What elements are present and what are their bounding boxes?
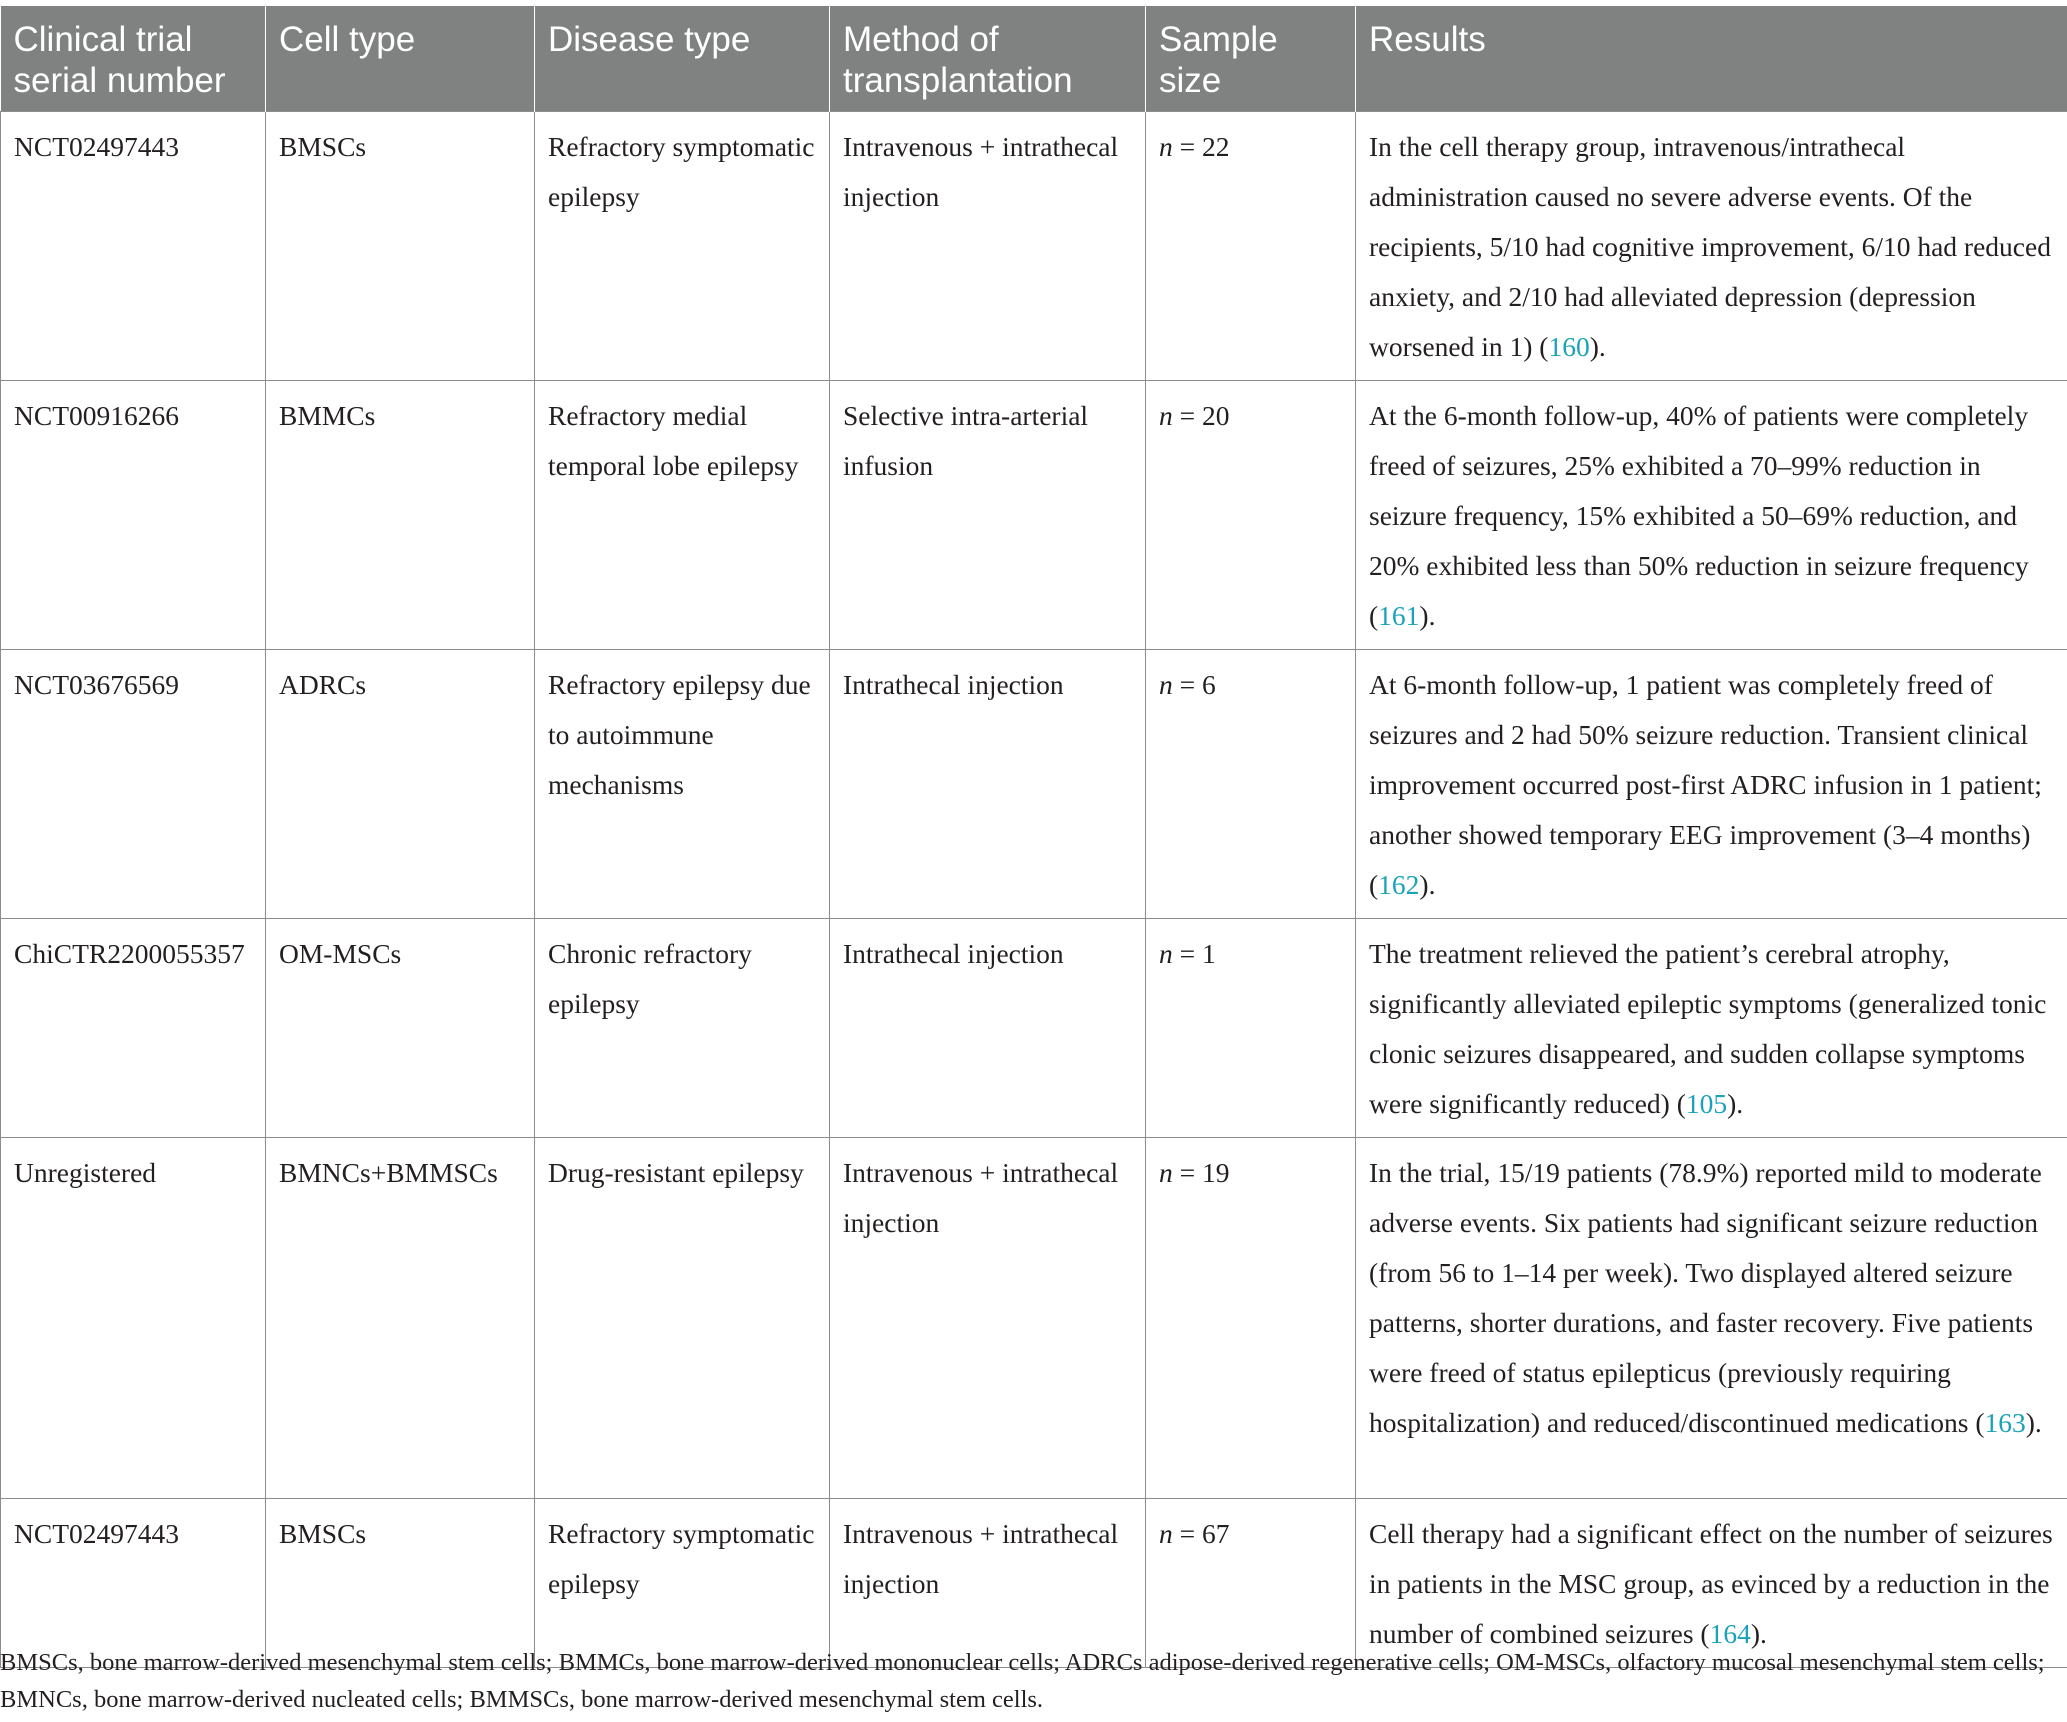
result-text: Cell therapy had a significant effect on the number of seizures in patients in the MSC group, as evinced by a reduction in the number of combined seizures ( (1369, 1518, 2053, 1649)
table-row (1, 381, 2067, 650)
result-end: ). (1419, 600, 1436, 631)
cell-cell-type: BMNCs+BMMSCs (266, 1138, 535, 1499)
sample-value: = 19 (1172, 1157, 1230, 1188)
cell-cell-type: BMSCs (266, 1499, 535, 1668)
reference-link[interactable]: 160 (1548, 331, 1590, 362)
reference-link[interactable]: 164 (1709, 1618, 1751, 1649)
reference-link[interactable]: 163 (1984, 1407, 2026, 1438)
cell-sample-size (1146, 112, 1356, 381)
sample-value: = 6 (1172, 669, 1216, 700)
cell-cell-type: BMMCs (266, 381, 535, 650)
cell-trial-number: NCT00916266 (1, 381, 266, 650)
header-cell-type: Cell type (266, 6, 535, 112)
result-text: At 6-month follow-up, 1 patient was completely freed of seizures and 2 had 50% seizure reduction. Transient clinical improvement occurred post-first ADRC infusion in 1 patient; another showed temporary EEG improvement (3–4 months) ( (1369, 669, 2042, 900)
cell-disease-type: Refractory symptomatic epilepsy (535, 1499, 830, 1668)
cell-trial-number: Unregistered (1, 1138, 266, 1499)
cell-sample-size (1146, 381, 1356, 650)
cell-results (1356, 1138, 2067, 1499)
header-disease-type: Disease type (535, 6, 830, 112)
result-end: ). (1750, 1618, 1767, 1649)
cell-trial-number: NCT02497443 (1, 1499, 266, 1668)
cell-method: Intravenous + intrathecal injection (830, 112, 1146, 381)
table-row (1, 919, 2067, 1138)
cell-trial-number: NCT03676569 (1, 650, 266, 919)
table-body (1, 112, 2067, 1668)
header-trial-serial-number: Clinical trial serial number (1, 6, 266, 112)
table-header (1, 6, 2067, 112)
table-row (1, 1499, 2067, 1668)
clinical-trials-table (0, 6, 2067, 1668)
header-results: Results (1356, 6, 2067, 112)
cell-results (1356, 112, 2067, 381)
cell-method: Intravenous + intrathecal injection (830, 1499, 1146, 1668)
result-text: At the 6-month follow-up, 40% of patients were completely freed of seizures, 25% exhibited a 70–99% reduction in seizure frequency, 15% exhibited a 50–69% reduction, and 20% exhibited less than 50% reduction in seizure frequency ( (1369, 400, 2029, 631)
cell-disease-type: Chronic refractory epilepsy (535, 919, 830, 1138)
cell-method: Intrathecal injection (830, 919, 1146, 1138)
cell-cell-type: ADRCs (266, 650, 535, 919)
sample-value: = 22 (1172, 131, 1230, 162)
result-text: The treatment relieved the patient’s cerebral atrophy, significantly alleviated epileptic symptoms (generalized tonic clonic seizures disappeared, and sudden collapse symptoms were significantly reduced) ( (1369, 938, 2047, 1119)
reference-link[interactable]: 162 (1378, 869, 1420, 900)
cell-sample-size (1146, 1499, 1356, 1668)
cell-trial-number: NCT02497443 (1, 112, 266, 381)
cell-results (1356, 650, 2067, 919)
header-row (1, 6, 2067, 112)
cell-results (1356, 919, 2067, 1138)
result-end: ). (1419, 869, 1436, 900)
table-footnote: BMSCs, bone marrow-derived mesenchymal stem cells; BMMCs, bone marrow-derived mononuclear cells; ADRCs adipose-derived regenerative cells; OM-MSCs, olfactory mucosal mesenchymal stem cells; BMNCs, bone marrow-derived nucleated cells; BMMSCs, bone marrow-derived mesenchymal stem cells. (0, 1649, 2045, 1713)
result-end: ). (1727, 1088, 1744, 1119)
sample-n-symbol: n (1159, 400, 1173, 431)
sample-n-symbol: n (1159, 1518, 1173, 1549)
sample-value: = 20 (1172, 400, 1230, 431)
cell-sample-size (1146, 650, 1356, 919)
table-row (1, 1138, 2067, 1499)
cell-disease-type: Refractory medial temporal lobe epilepsy (535, 381, 830, 650)
cell-sample-size (1146, 919, 1356, 1138)
reference-link[interactable]: 105 (1685, 1088, 1728, 1119)
cell-method: Intrathecal injection (830, 650, 1146, 919)
result-end: ). (2025, 1407, 2042, 1438)
cell-method: Intravenous + intrathecal injection (830, 1138, 1146, 1499)
cell-method: Selective intra-arterial infusion (830, 381, 1146, 650)
cell-cell-type: BMSCs (266, 112, 535, 381)
sample-value: = 67 (1172, 1518, 1230, 1549)
cell-disease-type: Refractory epilepsy due to autoimmune mechanisms (535, 650, 830, 919)
cell-disease-type: Drug-resistant epilepsy (535, 1138, 830, 1499)
cell-sample-size (1146, 1138, 1356, 1499)
result-end: ). (1589, 331, 1606, 362)
cell-results (1356, 381, 2067, 650)
sample-n-symbol: n (1159, 669, 1173, 700)
header-method-of-transplantation: Method of transplantation (830, 6, 1146, 112)
sample-n-symbol: n (1159, 938, 1173, 969)
table-row (1, 112, 2067, 381)
cell-trial-number: ChiCTR2200055357 (1, 919, 266, 1138)
reference-link[interactable]: 161 (1378, 600, 1420, 631)
cell-disease-type: Refractory symptomatic epilepsy (535, 112, 830, 381)
sample-n-symbol: n (1159, 131, 1173, 162)
sample-value: = 1 (1172, 938, 1216, 969)
result-text: In the cell therapy group, intravenous/intrathecal administration caused no severe adverse events. Of the recipients, 5/10 had cognitive improvement, 6/10 had reduced anxiety, and 2/10 had alleviated depression (depression worsened in 1) ( (1369, 131, 2051, 362)
cell-results (1356, 1499, 2067, 1668)
clinical-trials-table-container (0, 6, 2067, 1668)
result-text: In the trial, 15/19 patients (78.9%) reported mild to moderate adverse events. Six patients had significant seizure reduction (from 56 to 1–14 per week). Two displayed altered seizure patterns, shorter durations, and faster recovery. Five patients were freed of status epilepticus (previously requiring hospitalization) and reduced/discontinued medications ( (1369, 1157, 2042, 1438)
header-sample-size: Sample size (1146, 6, 1356, 112)
sample-n-symbol: n (1159, 1157, 1173, 1188)
cell-cell-type: OM-MSCs (266, 919, 535, 1138)
table-row (1, 650, 2067, 919)
